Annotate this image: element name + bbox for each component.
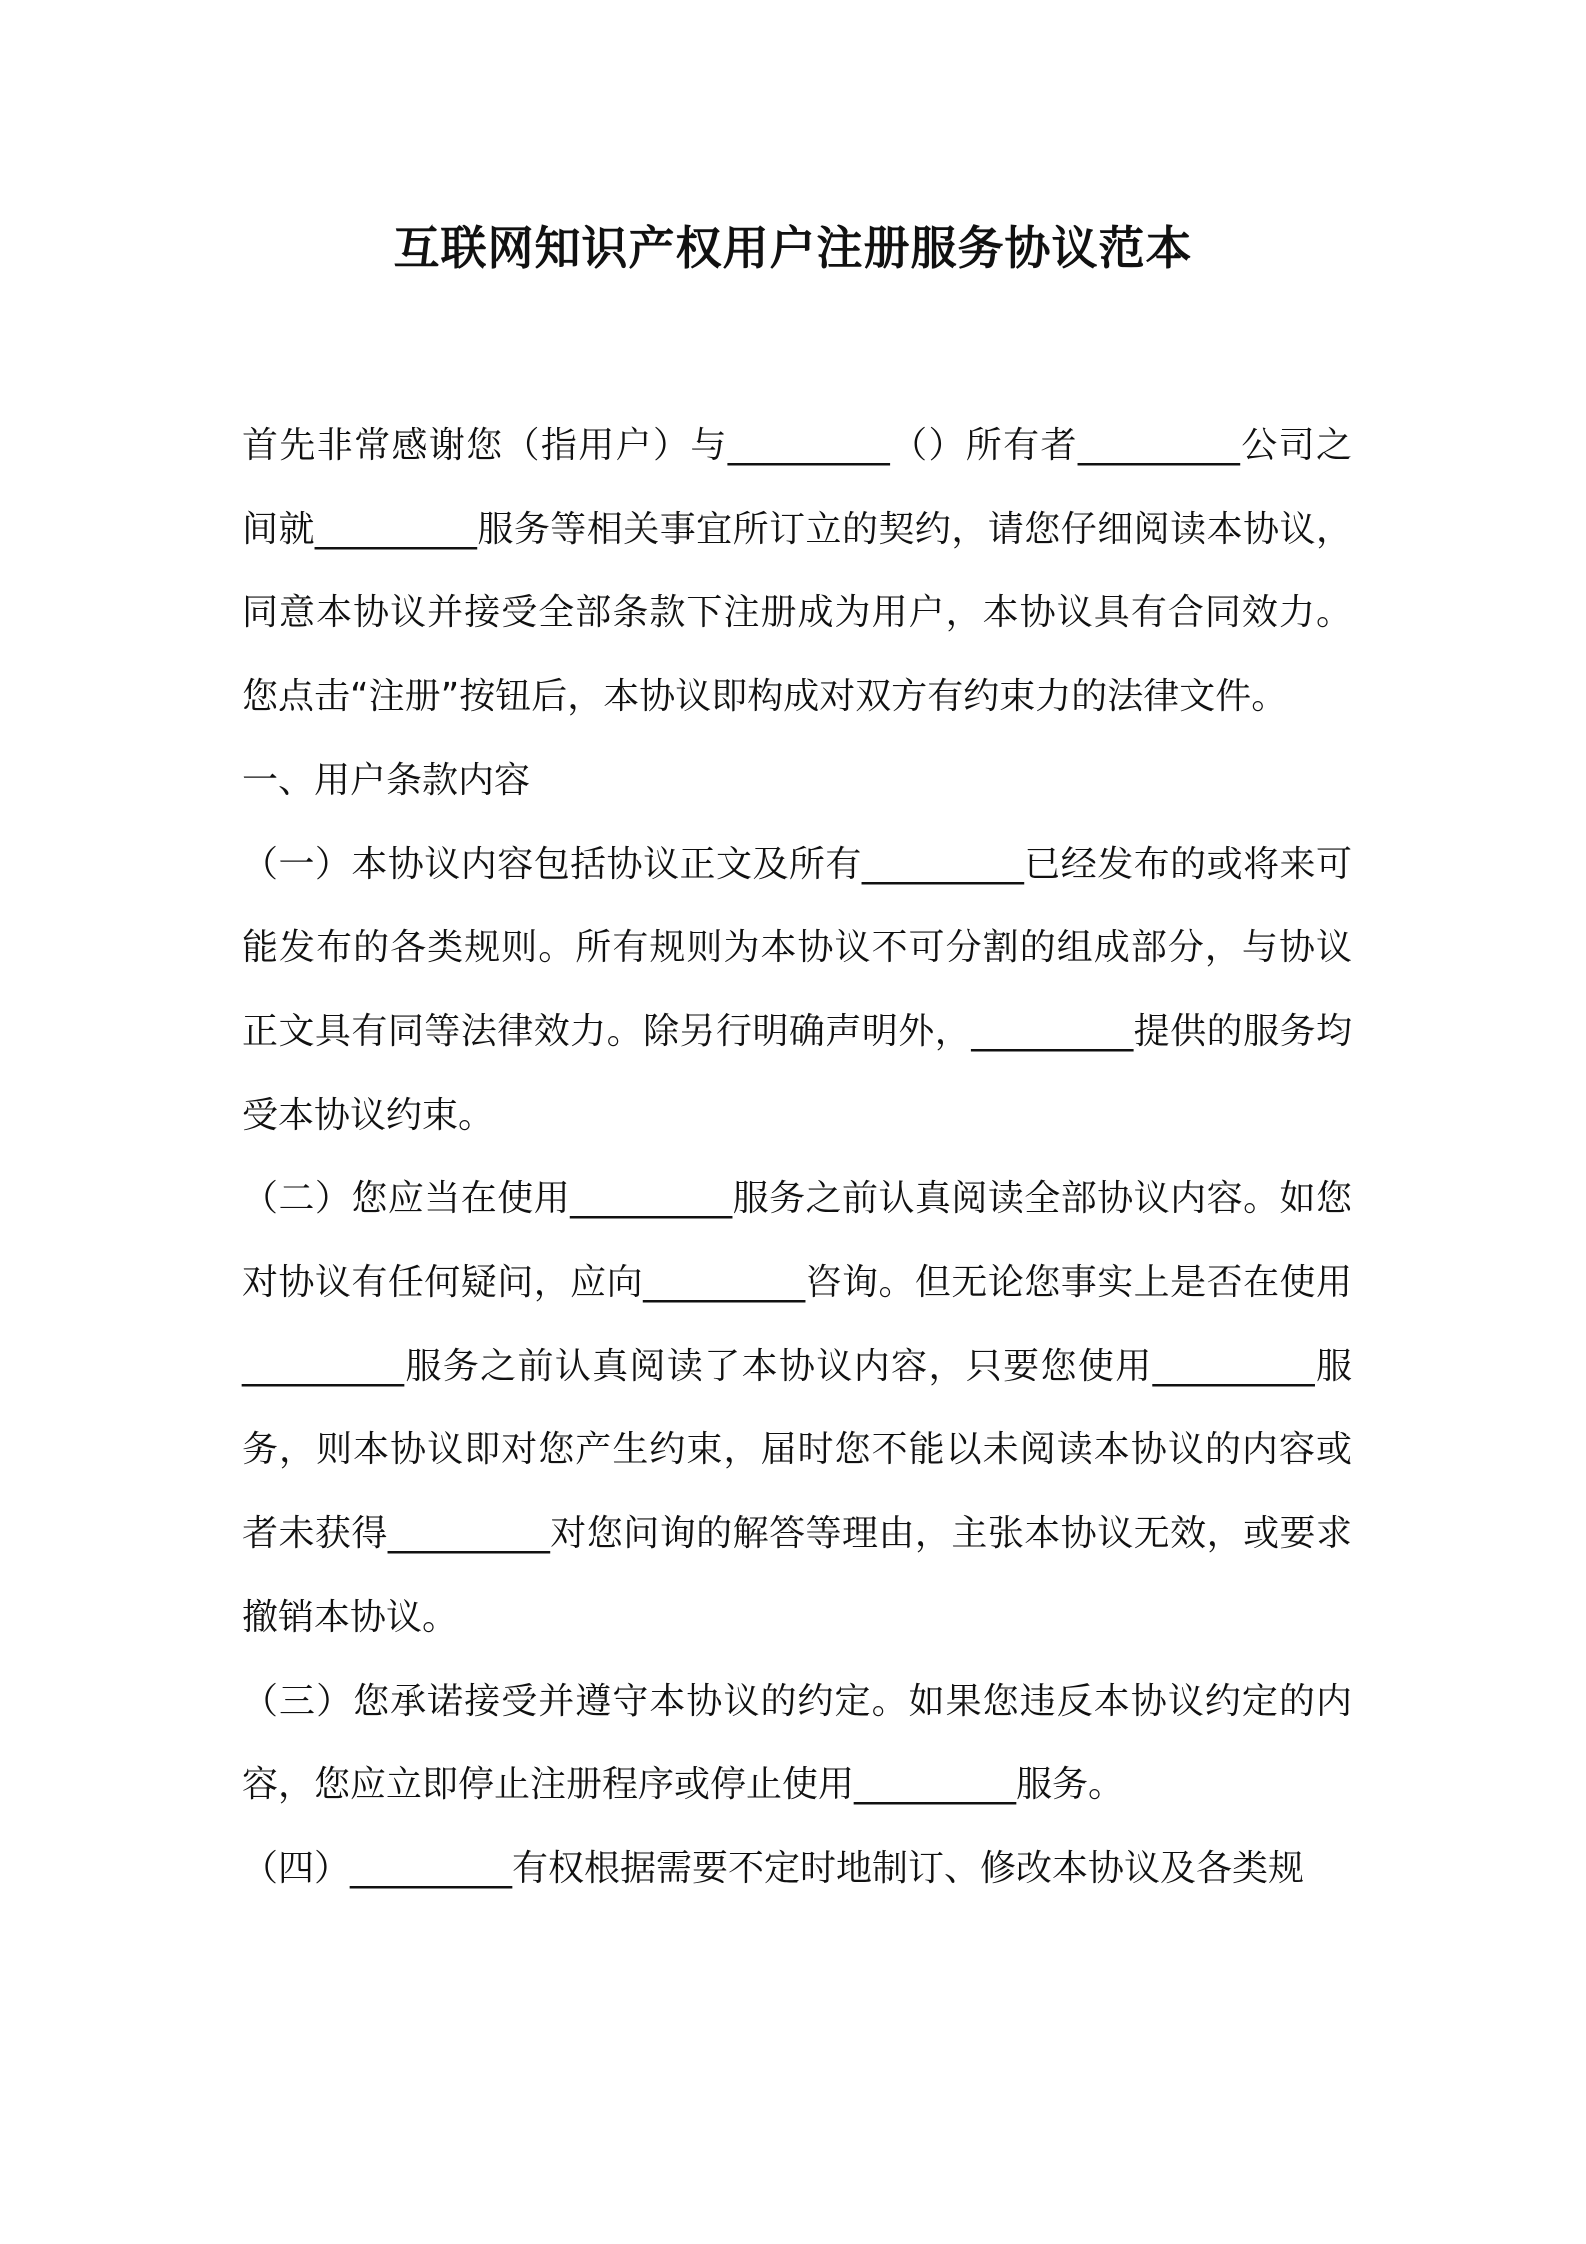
clause-1: （一）本协议内容包括协议正文及所有_________已经发布的或将来可能发布的各类规则。所有规则为本协议不可分割的组成部分，与协议正文具有同等法律效力。除另行明确声明外，_________提供的服务均受本协议约束。 xyxy=(242,843,1352,1136)
section-heading-user-terms: 一、用户条款内容 xyxy=(242,759,531,801)
clause-4: （四）_________有权根据需要不定时地制订、修改本协议及各类规 xyxy=(242,1847,1305,1889)
document-body xyxy=(242,404,1352,1911)
clause-3: （三）您承诺接受并遵守本协议的约定。如果您违反本协议约定的内容，您应立即停止注册程序或停止使用_________服务。 xyxy=(242,1680,1352,1806)
clause-2: （二）您应当在使用_________服务之前认真阅读全部协议内容。如您对协议有任何疑问，应向_________咨询。但无论您事实上是否在使用_________服务之前认真阅读了本协议内容，只要您使用_________服务，则本协议即对您产生约束，届时您不能以未阅读本协议的内容或者未获得_________对您问询的解答等理由，主张本协议无效，或要求撤销本协议。 xyxy=(242,1178,1352,1638)
document-title: 互联网知识产权用户注册服务协议范本 xyxy=(393,221,1193,275)
paragraph-intro: 首先非常感谢您（指用户）与_________（）所有者_________公司之间就_________服务等相关事宜所订立的契约，请您仔细阅读本协议，同意本协议并接受全部条款下注册成为用户，本协议具有合同效力。您点击“注册”按钮后，本协议即构成对双方有约束力的法律文件。 xyxy=(242,425,1352,718)
